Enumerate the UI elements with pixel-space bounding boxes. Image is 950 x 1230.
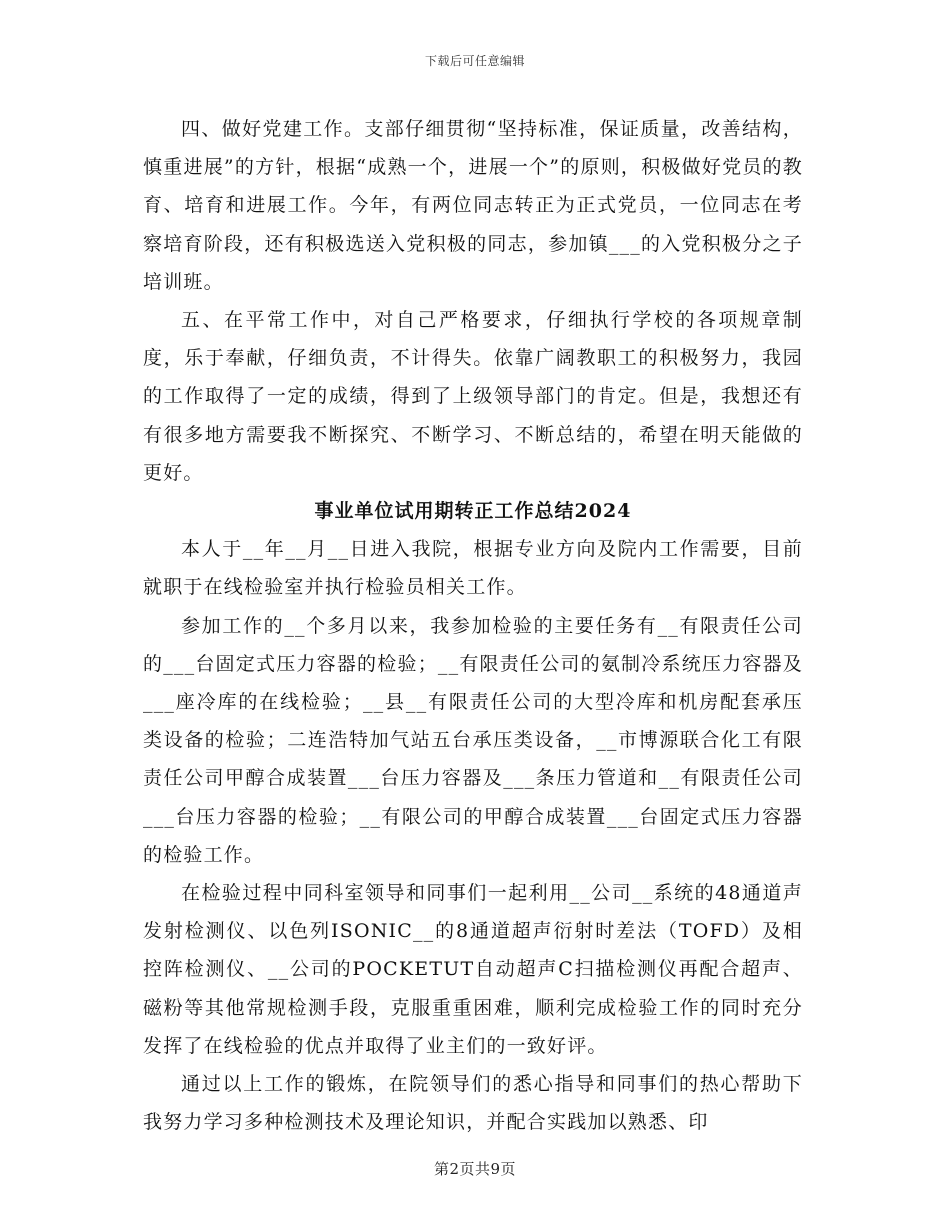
paragraph-inspection-tasks: 参加工作的__个多月以来，我参加检验的主要任务有__有限责任公司的___台固定式压力容器的检验；__有限责任公司的氨制冷系统压力容器及___座冷库的在线检验；__县__有限责任公司的大型冷库和机房配套承压类设备的检验；二连浩特加气站五台承压类设备，__市博源联合化工有限责任公司甲醇合成装置___台压力容器及___条压力管道和__有限责任公司___台压力容器的检验；__有限公司的甲醇合成装置___台固定式压力容器的检验工作。 (143, 614, 803, 866)
paragraph-party-building: 四、做好党建工作。支部仔细贯彻“坚持标准，保证质量，改善结构，慎重进展”的方针，根据“成熟一个，进展一个”的原则，积极做好党员的教育、培育和进展工作。今年，有两位同志转正为正式党员，一位同志在考察培育阶段，还有积极选送入党积极的同志，参加镇___的入党积极分之子培训班。 (143, 118, 803, 293)
paragraph-learning: 通过以上工作的锻炼，在院领导们的悉心指导和同事们的热心帮助下我努力学习多种检测技术及理论知识，并配合实践加以熟悉、印 (143, 1073, 803, 1134)
section-title: 事业单位试用期转正工作总结2024 (314, 500, 632, 523)
document-body (143, 110, 803, 1141)
page-number: 第2页共9页 (433, 1160, 517, 1178)
paragraph-introduction: 本人于__年__月__日进入我院，根据专业方向及院内工作需要，目前就职于在线检验室并执行检验员相关工作。 (143, 538, 803, 599)
paragraph-inspection-methods: 在检验过程中同科室领导和同事们一起利用__公司__系统的48通道声发射检测仪、以色列ISONIC__的8通道超声衍射时差法（TOFD）及相控阵检测仪、__公司的POCKETUT自动超声C扫描检测仪再配合超声、磁粉等其他常规检测手段，克服重重困难，顺利完成检验工作的同时充分发挥了在线检验的优点并取得了业主们的一致好评。 (143, 882, 803, 1057)
page-header: 下载后可任意编辑 (424, 54, 525, 68)
paragraph-daily-work: 五、在平常工作中，对自己严格要求，仔细执行学校的各项规章制度，乐于奉献，仔细负责，不计得失。依靠广阔教职工的积极努力，我园的工作取得了一定的成绩，得到了上级领导部门的肯定。但是，我想还有有很多地方需要我不断探究、不断学习、不断总结的，希望在明天能做的更好。 (143, 309, 803, 484)
